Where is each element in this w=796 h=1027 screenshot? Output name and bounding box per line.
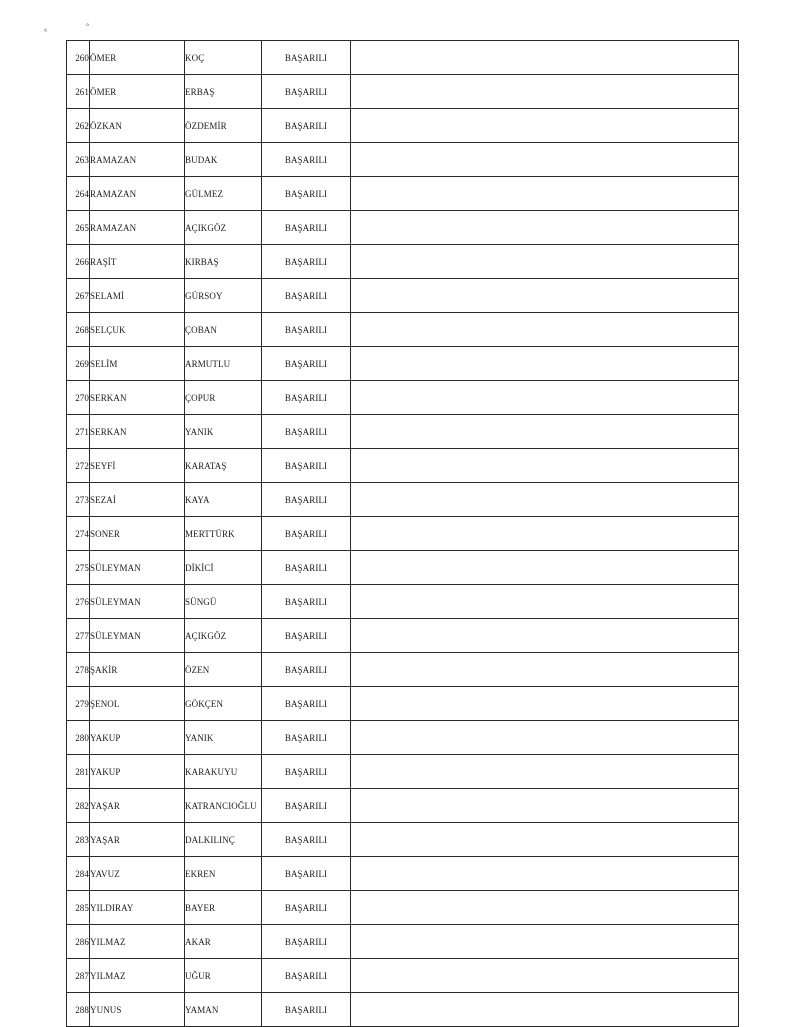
last-name: AKAR bbox=[185, 925, 262, 959]
last-name: KATRANCIOĞLU bbox=[185, 789, 262, 823]
table-row bbox=[67, 585, 739, 619]
result-status: BAŞARILI bbox=[262, 925, 351, 959]
row-number: 281 bbox=[67, 755, 90, 789]
first-name: YAKUP bbox=[90, 721, 185, 755]
first-name: RAMAZAN bbox=[90, 143, 185, 177]
last-name: BUDAK bbox=[185, 143, 262, 177]
result-status: BAŞARILI bbox=[262, 551, 351, 585]
result-status: BAŞARILI bbox=[262, 211, 351, 245]
last-name: KOÇ bbox=[185, 41, 262, 75]
row-number: 273 bbox=[67, 483, 90, 517]
row-number: 276 bbox=[67, 585, 90, 619]
first-name: SELÇUK bbox=[90, 313, 185, 347]
first-name: SÜLEYMAN bbox=[90, 551, 185, 585]
table-row bbox=[67, 925, 739, 959]
table-row bbox=[67, 483, 739, 517]
note-cell bbox=[351, 41, 739, 75]
first-name: YAVUZ bbox=[90, 857, 185, 891]
note-cell bbox=[351, 415, 739, 449]
note-cell bbox=[351, 75, 739, 109]
last-name: KAYA bbox=[185, 483, 262, 517]
last-name: GÜLMEZ bbox=[185, 177, 262, 211]
result-status: BAŞARILI bbox=[262, 959, 351, 993]
note-cell bbox=[351, 891, 739, 925]
note-cell bbox=[351, 177, 739, 211]
table-row bbox=[67, 41, 739, 75]
last-name: KARATAŞ bbox=[185, 449, 262, 483]
first-name: RAMAZAN bbox=[90, 211, 185, 245]
last-name: SÜNGÜ bbox=[185, 585, 262, 619]
note-cell bbox=[351, 313, 739, 347]
result-status: BAŞARILI bbox=[262, 143, 351, 177]
row-number: 270 bbox=[67, 381, 90, 415]
last-name: YANIK bbox=[185, 721, 262, 755]
row-number: 286 bbox=[67, 925, 90, 959]
row-number: 264 bbox=[67, 177, 90, 211]
result-status: BAŞARILI bbox=[262, 279, 351, 313]
table-row bbox=[67, 687, 739, 721]
first-name: SÜLEYMAN bbox=[90, 619, 185, 653]
table-row bbox=[67, 109, 739, 143]
row-number: 260 bbox=[67, 41, 90, 75]
row-number: 284 bbox=[67, 857, 90, 891]
note-cell bbox=[351, 143, 739, 177]
table-row bbox=[67, 381, 739, 415]
row-number: 271 bbox=[67, 415, 90, 449]
result-status: BAŞARILI bbox=[262, 823, 351, 857]
result-status: BAŞARILI bbox=[262, 585, 351, 619]
first-name: ÖZKAN bbox=[90, 109, 185, 143]
note-cell bbox=[351, 245, 739, 279]
scan-mark: ᵈ bbox=[44, 26, 47, 36]
table-row bbox=[67, 177, 739, 211]
row-number: 262 bbox=[67, 109, 90, 143]
result-status: BAŞARILI bbox=[262, 483, 351, 517]
first-name: RAMAZAN bbox=[90, 177, 185, 211]
row-number: 274 bbox=[67, 517, 90, 551]
result-status: BAŞARILI bbox=[262, 653, 351, 687]
note-cell bbox=[351, 857, 739, 891]
last-name: DİKİCİ bbox=[185, 551, 262, 585]
table-row bbox=[67, 823, 739, 857]
last-name: DALKILINÇ bbox=[185, 823, 262, 857]
first-name: SEYFİ bbox=[90, 449, 185, 483]
table-row bbox=[67, 245, 739, 279]
row-number: 272 bbox=[67, 449, 90, 483]
last-name: ÖZEN bbox=[185, 653, 262, 687]
row-number: 277 bbox=[67, 619, 90, 653]
result-status: BAŞARILI bbox=[262, 177, 351, 211]
table-row bbox=[67, 857, 739, 891]
result-status: BAŞARILI bbox=[262, 687, 351, 721]
result-status: BAŞARILI bbox=[262, 75, 351, 109]
row-number: 269 bbox=[67, 347, 90, 381]
first-name: YILDIRAY bbox=[90, 891, 185, 925]
first-name: SERKAN bbox=[90, 381, 185, 415]
results-table-body bbox=[67, 41, 739, 1027]
note-cell bbox=[351, 517, 739, 551]
first-name: YAŞAR bbox=[90, 789, 185, 823]
note-cell bbox=[351, 993, 739, 1027]
result-status: BAŞARILI bbox=[262, 755, 351, 789]
scan-mark: ° bbox=[86, 22, 90, 31]
table-row bbox=[67, 279, 739, 313]
table-row bbox=[67, 551, 739, 585]
last-name: AÇIKGÖZ bbox=[185, 211, 262, 245]
last-name: EKREN bbox=[185, 857, 262, 891]
table-row bbox=[67, 75, 739, 109]
note-cell bbox=[351, 789, 739, 823]
row-number: 282 bbox=[67, 789, 90, 823]
row-number: 279 bbox=[67, 687, 90, 721]
first-name: SÜLEYMAN bbox=[90, 585, 185, 619]
table-row bbox=[67, 653, 739, 687]
result-status: BAŞARILI bbox=[262, 41, 351, 75]
row-number: 261 bbox=[67, 75, 90, 109]
results-table bbox=[66, 40, 739, 1027]
table-row bbox=[67, 415, 739, 449]
table-row bbox=[67, 993, 739, 1027]
last-name: GÜRSOY bbox=[185, 279, 262, 313]
table-row bbox=[67, 143, 739, 177]
note-cell bbox=[351, 619, 739, 653]
table-row bbox=[67, 721, 739, 755]
result-status: BAŞARILI bbox=[262, 789, 351, 823]
row-number: 267 bbox=[67, 279, 90, 313]
note-cell bbox=[351, 347, 739, 381]
table-row bbox=[67, 517, 739, 551]
note-cell bbox=[351, 279, 739, 313]
first-name: SEZAİ bbox=[90, 483, 185, 517]
first-name: ŞENOL bbox=[90, 687, 185, 721]
result-status: BAŞARILI bbox=[262, 109, 351, 143]
row-number: 278 bbox=[67, 653, 90, 687]
note-cell bbox=[351, 959, 739, 993]
first-name: ÖMER bbox=[90, 41, 185, 75]
row-number: 275 bbox=[67, 551, 90, 585]
first-name: YAKUP bbox=[90, 755, 185, 789]
note-cell bbox=[351, 823, 739, 857]
row-number: 285 bbox=[67, 891, 90, 925]
result-status: BAŞARILI bbox=[262, 619, 351, 653]
note-cell bbox=[351, 551, 739, 585]
result-status: BAŞARILI bbox=[262, 721, 351, 755]
note-cell bbox=[351, 755, 739, 789]
last-name: ÇOPUR bbox=[185, 381, 262, 415]
result-status: BAŞARILI bbox=[262, 381, 351, 415]
note-cell bbox=[351, 211, 739, 245]
last-name: ARMUTLU bbox=[185, 347, 262, 381]
first-name: YILMAZ bbox=[90, 925, 185, 959]
table-row bbox=[67, 449, 739, 483]
row-number: 266 bbox=[67, 245, 90, 279]
note-cell bbox=[351, 449, 739, 483]
last-name: MERTTÜRK bbox=[185, 517, 262, 551]
first-name: SERKAN bbox=[90, 415, 185, 449]
row-number: 287 bbox=[67, 959, 90, 993]
last-name: YANIK bbox=[185, 415, 262, 449]
last-name: KIRBAŞ bbox=[185, 245, 262, 279]
row-number: 283 bbox=[67, 823, 90, 857]
result-status: BAŞARILI bbox=[262, 857, 351, 891]
first-name: RAŞİT bbox=[90, 245, 185, 279]
note-cell bbox=[351, 687, 739, 721]
note-cell bbox=[351, 483, 739, 517]
result-status: BAŞARILI bbox=[262, 517, 351, 551]
first-name: ŞAKİR bbox=[90, 653, 185, 687]
note-cell bbox=[351, 925, 739, 959]
last-name: ERBAŞ bbox=[185, 75, 262, 109]
last-name: ÇOBAN bbox=[185, 313, 262, 347]
last-name: BAYER bbox=[185, 891, 262, 925]
last-name: GÖKÇEN bbox=[185, 687, 262, 721]
last-name: YAMAN bbox=[185, 993, 262, 1027]
row-number: 265 bbox=[67, 211, 90, 245]
last-name: KARAKUYU bbox=[185, 755, 262, 789]
note-cell bbox=[351, 109, 739, 143]
table-row bbox=[67, 313, 739, 347]
result-status: BAŞARILI bbox=[262, 313, 351, 347]
row-number: 263 bbox=[67, 143, 90, 177]
note-cell bbox=[351, 721, 739, 755]
result-status: BAŞARILI bbox=[262, 891, 351, 925]
first-name: SELİM bbox=[90, 347, 185, 381]
table-row bbox=[67, 789, 739, 823]
table-row bbox=[67, 619, 739, 653]
result-status: BAŞARILI bbox=[262, 993, 351, 1027]
last-name: AÇIKGÖZ bbox=[185, 619, 262, 653]
result-status: BAŞARILI bbox=[262, 449, 351, 483]
table-row bbox=[67, 755, 739, 789]
first-name: SELAMİ bbox=[90, 279, 185, 313]
first-name: YILMAZ bbox=[90, 959, 185, 993]
first-name: YAŞAR bbox=[90, 823, 185, 857]
table-row bbox=[67, 211, 739, 245]
table-row bbox=[67, 959, 739, 993]
result-status: BAŞARILI bbox=[262, 245, 351, 279]
result-status: BAŞARILI bbox=[262, 347, 351, 381]
note-cell bbox=[351, 585, 739, 619]
result-status: BAŞARILI bbox=[262, 415, 351, 449]
table-row bbox=[67, 347, 739, 381]
first-name: SONER bbox=[90, 517, 185, 551]
note-cell bbox=[351, 381, 739, 415]
last-name: UĞUR bbox=[185, 959, 262, 993]
first-name: ÖMER bbox=[90, 75, 185, 109]
table-row bbox=[67, 891, 739, 925]
last-name: ÖZDEMİR bbox=[185, 109, 262, 143]
row-number: 268 bbox=[67, 313, 90, 347]
row-number: 288 bbox=[67, 993, 90, 1027]
note-cell bbox=[351, 653, 739, 687]
row-number: 280 bbox=[67, 721, 90, 755]
first-name: YUNUS bbox=[90, 993, 185, 1027]
